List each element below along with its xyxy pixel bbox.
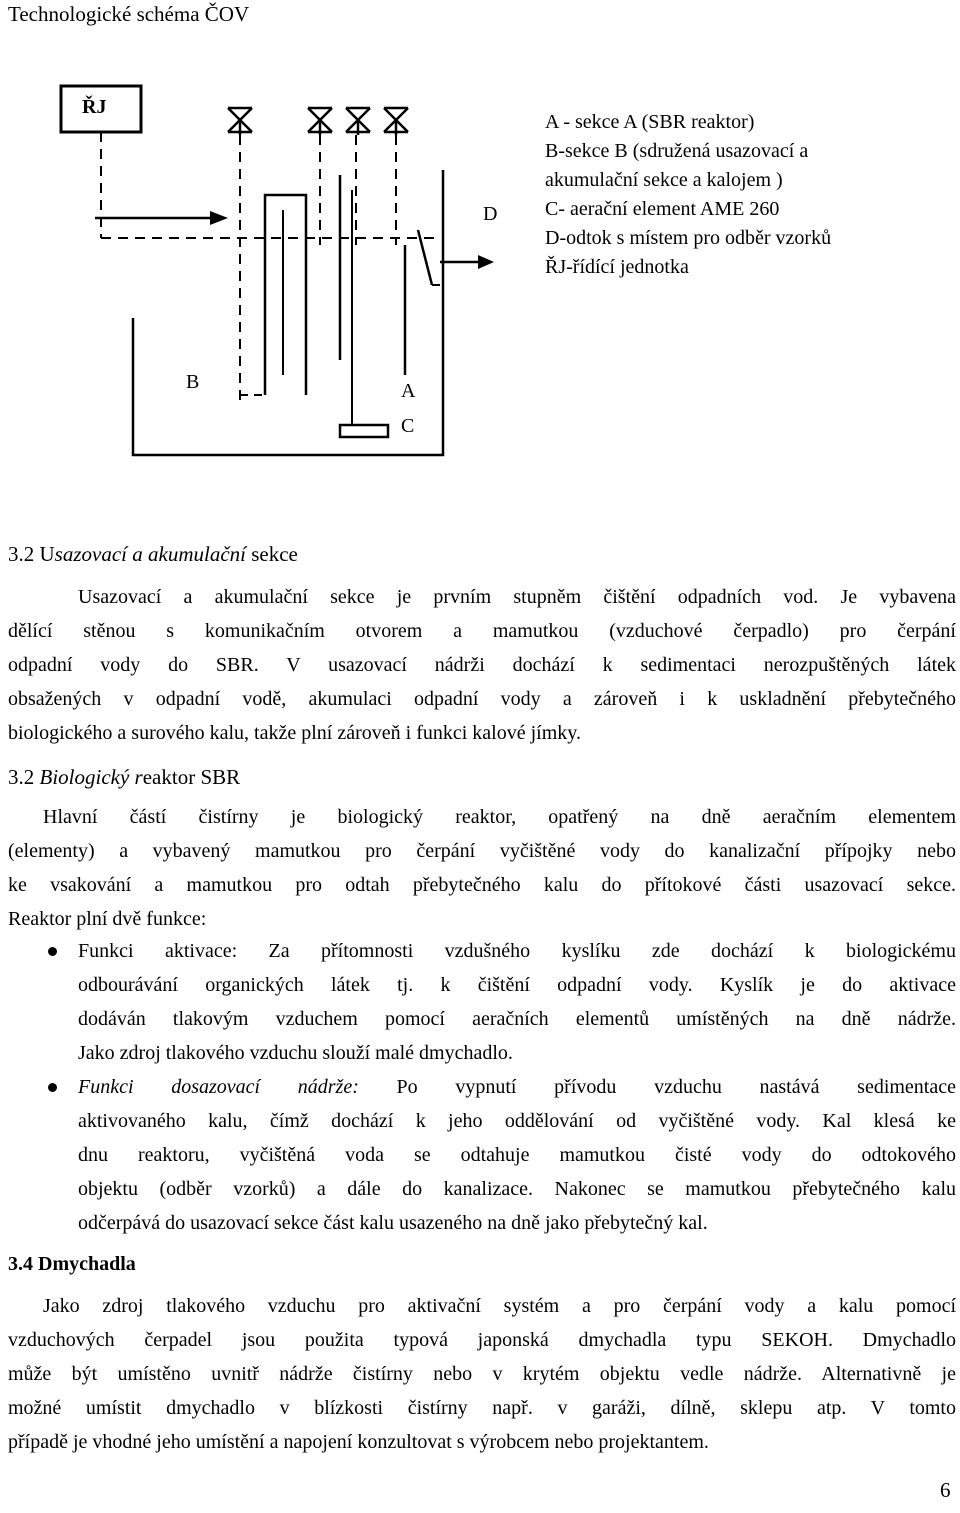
legend-item: B-sekce B (sdružená usazovací a [545, 140, 809, 162]
legend-item: akumulační sekce a kalojem ) [545, 169, 783, 191]
label-c: C [401, 415, 415, 437]
section-paragraph: Jako zdroj tlakového vzduchu pro aktivační systém a pro čerpání vody a kalu pomocí vzduchových čerpadel jsou použita typová japonská dmychadla typu SEKOH. Dmychadlo může být umístěno uvnitř nádrže čistírny nebo v krytém objektu vedle nádrže. Alternativně je možné umístit dmychadlo v blízkosti čistírny např. v garáži, dílně, sklepu atp. V tomto případě je vhodné jeho umístění a napojení konzultovat s výrobcem nebo projektantem. [8, 1295, 956, 1453]
label-b: B [186, 371, 200, 393]
valve-icons [228, 108, 408, 135]
label-d: D [483, 203, 498, 225]
bullet-paragraph: Funkci aktivace: Za přítomnosti vzdušného kyslíku zde dochází k biologickému odbourávání organických látek tj. k čištění odpadní vody. Kyslík je do aktivace dodáván tlakovým vzduchem pomocí aeračních elementů umístěných na dně nádrže. Jako zdroj tlakového vzduchu slouží malé dmychadlo. [78, 940, 956, 1064]
bullet-icon [48, 1083, 57, 1092]
section-heading: 3.2 Usazovací a akumulační sekce [8, 542, 298, 566]
legend-item: A - sekce A (SBR reaktor) [545, 111, 755, 133]
section-heading: 3.4 Dmychadla [8, 1253, 136, 1275]
diagram-legend [545, 108, 831, 282]
aeration-element [340, 425, 388, 437]
legend-item: C- aerační element AME 260 [545, 198, 780, 220]
section-paragraph: Hlavní částí čistírny je biologický reaktor, opatřený na dně aeračním elementem (elementy) a vybavený mamutkou pro čerpání vyčištěné vody do kanalizační přípojky nebo ke vsakování a mamutkou pro odtah přebytečného kalu do přítokové části usazovací sekce. Reaktor plní dvě funkce: [8, 806, 956, 930]
control-unit-label: ŘJ [82, 96, 107, 118]
section-paragraph: Usazovací a akumulační sekce je prvním stupněm čištění odpadních vod. Je vybavena dělící stěnou s komunikačním otvorem a mamutkou (vzduchové čerpadlo) pro čerpání odpadní vody do SBR. V usazovací nádrži dochází k sedimentaci nerozpuštěných látek obsažených v odpadní vodě, akumulaci odpadní vody a zároveň i k uskladnění přebytečného biologického a surového kalu, takže plní zároveň i funkci kalové jímky. [8, 586, 956, 744]
page-number: 6 [940, 1478, 951, 1502]
legend-item: ŘJ-řídící jednotka [545, 256, 689, 278]
outlet-arrow-icon [478, 255, 494, 269]
label-a: A [401, 380, 416, 402]
bullet-icon [48, 947, 57, 956]
section-heading: 3.2 Biologický reaktor SBR [8, 765, 241, 789]
inlet-arrow-icon [210, 211, 228, 225]
bullet-paragraph: Funkci dosazovací nádrže: Po vypnutí přívodu vzduchu nastává sedimentace aktivovaného kalu, čímž dochází k jeho oddělování od vyčištěné vody. Kal klesá ke dnu reaktoru, vyčištěná voda se odtahuje mamutkou čisté vody do odtokového objektu (odběr vzorků) a dále do kanalizace. Nakonec se mamutkou přebytečného kalu odčerpává do usazovací sekce část kalu usazeného na dně jako přebytečný kal. [78, 1076, 956, 1234]
wastewater-scheme-svg [0, 70, 540, 470]
page-title: Technologické schéma ČOV [8, 2, 250, 26]
legend-item: D-odtok s místem pro odběr vzorků [545, 227, 832, 249]
